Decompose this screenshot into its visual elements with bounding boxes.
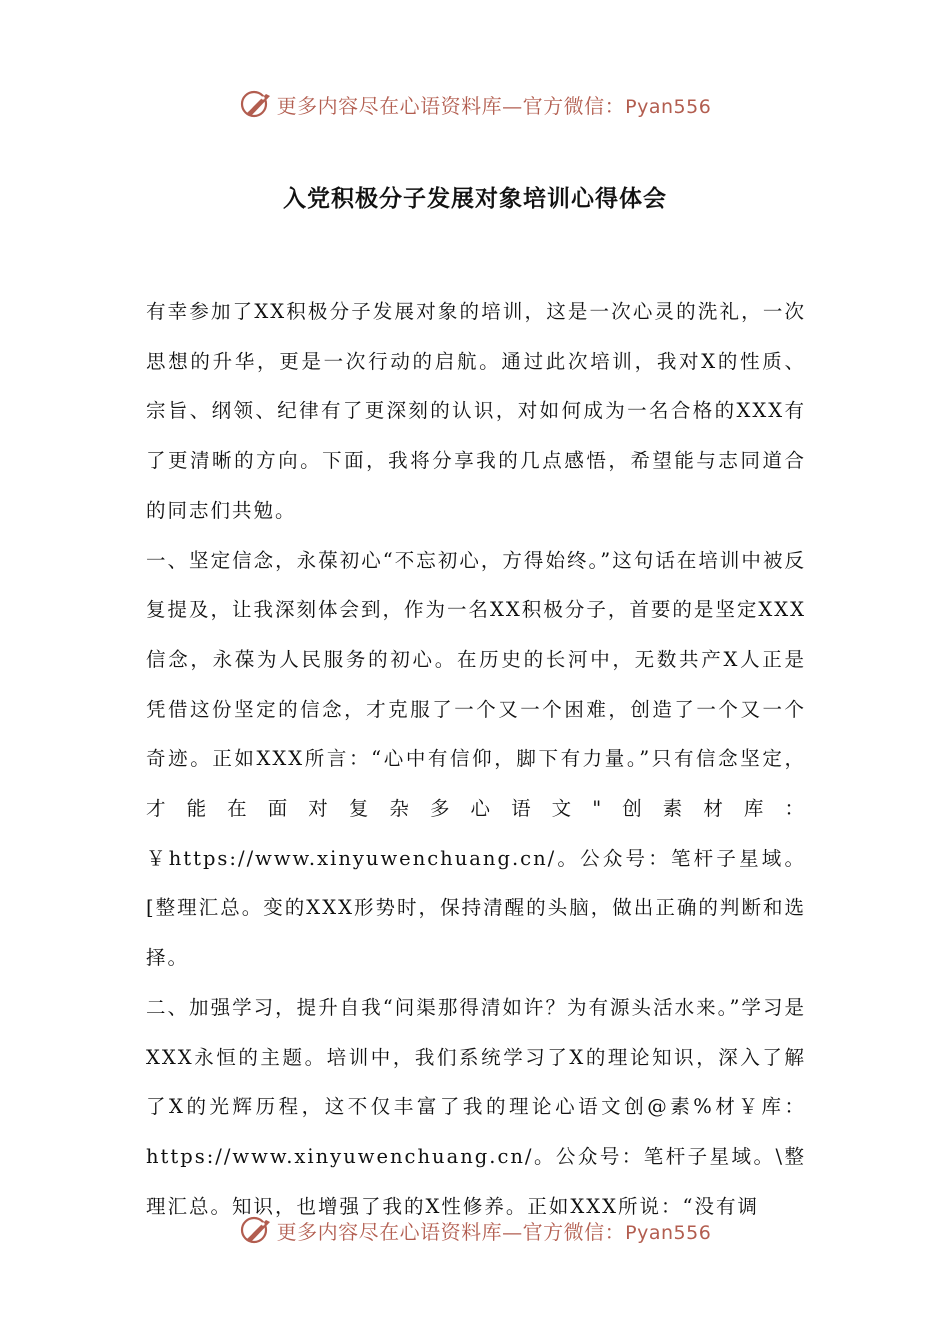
footer-banner-text: 更多内容尽在心语资料库—官方微信：Pyan556 xyxy=(276,1219,712,1244)
pen-nib-logo-icon xyxy=(239,1213,273,1247)
header-wechat-id: Pyan556 xyxy=(625,95,712,118)
paragraph-section-2: 二、加强学习，提升自我“问渠那得清如许？为有源头活水来。”学习是XXX永恒的主题。培训中，我们系统学习了X的理论知识，深入了解了X的光辉历程，这不仅丰富了我的理论心语文创@素%材￥库：https://www.xinyuwenchuang.cn/。公众号：笔杆子星域。\整理汇总。知识，也增强了我的X性修养。正如XXX所说：“没有调 xyxy=(146,995,806,1218)
paragraph-section-1: 一、坚定信念，永葆初心“不忘初心，方得始终。”这句话在培训中被反复提及，让我深刻体会到，作为一名XX积极分子，首要的是坚定XXX信念，永葆为人民服务的初心。在历史的长河中，无数共产X人正是凭借这份坚定的信念，才克服了一个又一个困难，创造了一个又一个奇迹。正如XXX所言：“心中有信仰，脚下有力量。”只有信念坚定，才能在面对复杂多心语文"创素材库：￥https://www.xinyuwenchuang.cn/。公众号：笔杆子星域。[整理汇总。变的XXX形势时，保持清醒的头脑，做出正确的判断和选择。 xyxy=(146,548,806,970)
paragraph-intro: 有幸参加了XX积极分子发展对象的培训，这是一次心灵的洗礼，一次思想的升华，更是一次行动的启航。通过此次培训，我对X的性质、宗旨、纲领、纪律有了更深刻的认识，对如何成为一名合格的XXX有了更清晰的方向。下面，我将分享我的几点感悟，希望能与志同道合的同志们共勉。 xyxy=(146,300,806,522)
footer-banner xyxy=(0,1210,950,1250)
document-title: 入党积极分子发展对象培训心得体会 xyxy=(283,186,667,212)
header-banner xyxy=(0,84,950,124)
footer-wechat-id: Pyan556 xyxy=(625,1221,712,1244)
header-banner-text: 更多内容尽在心语资料库—官方微信：Pyan556 xyxy=(276,93,712,118)
pen-nib-logo-icon xyxy=(239,87,273,121)
document-body xyxy=(146,287,806,1231)
